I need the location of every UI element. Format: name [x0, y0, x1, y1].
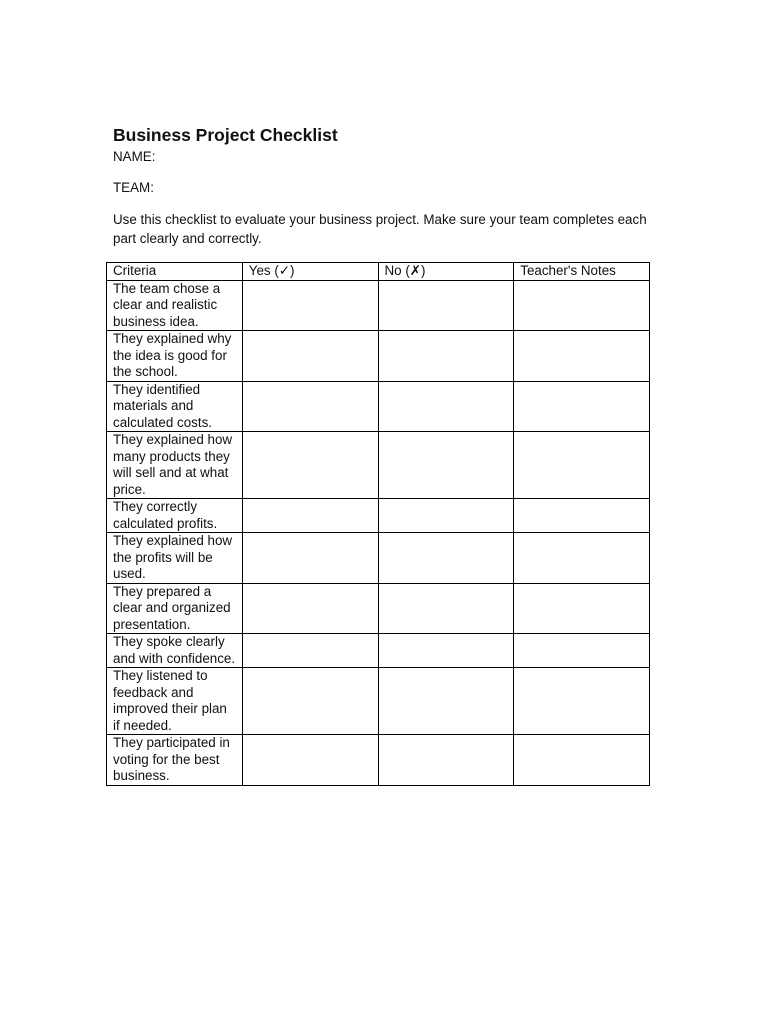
notes-cell[interactable] [514, 381, 650, 432]
criteria-cell: They listened to feedback and improved their plan if needed. [107, 668, 243, 735]
table-row [107, 668, 650, 735]
table-row [107, 381, 650, 432]
no-cell[interactable] [378, 331, 514, 382]
criteria-cell: The team chose a clear and realistic business idea. [107, 280, 243, 331]
document-title: Business Project Checklist [113, 125, 338, 145]
no-cell[interactable] [378, 280, 514, 331]
yes-cell[interactable] [242, 499, 378, 533]
yes-cell[interactable] [242, 533, 378, 584]
notes-cell[interactable] [514, 533, 650, 584]
criteria-cell: They spoke clearly and with confidence. [107, 634, 243, 668]
table-row [107, 331, 650, 382]
yes-cell[interactable] [242, 583, 378, 634]
no-cell[interactable] [378, 735, 514, 786]
yes-cell[interactable] [242, 432, 378, 499]
yes-cell[interactable] [242, 381, 378, 432]
criteria-cell: They correctly calculated profits. [107, 499, 243, 533]
header-no: No (✗) [378, 263, 514, 281]
criteria-cell: They identified materials and calculated costs. [107, 381, 243, 432]
table-row [107, 634, 650, 668]
no-cell[interactable] [378, 381, 514, 432]
header-row [107, 263, 650, 281]
table-row [107, 499, 650, 533]
notes-cell[interactable] [514, 499, 650, 533]
no-cell[interactable] [378, 432, 514, 499]
yes-cell[interactable] [242, 735, 378, 786]
no-cell[interactable] [378, 634, 514, 668]
notes-cell[interactable] [514, 735, 650, 786]
criteria-cell: They explained why the idea is good for the school. [107, 331, 243, 382]
header-teachers-notes: Teacher's Notes [514, 263, 650, 281]
notes-cell[interactable] [514, 583, 650, 634]
notes-cell[interactable] [514, 280, 650, 331]
no-cell[interactable] [378, 583, 514, 634]
notes-cell[interactable] [514, 432, 650, 499]
table-row [107, 583, 650, 634]
checklist-header [107, 263, 650, 281]
criteria-cell: They explained how many products they will sell and at what price. [107, 432, 243, 499]
no-cell[interactable] [378, 668, 514, 735]
checklist-table [106, 262, 650, 786]
yes-cell[interactable] [242, 280, 378, 331]
notes-cell[interactable] [514, 634, 650, 668]
team-label: TEAM: [113, 180, 154, 195]
header-yes: Yes (✓) [242, 263, 378, 281]
yes-cell[interactable] [242, 668, 378, 735]
notes-cell[interactable] [514, 668, 650, 735]
table-row [107, 735, 650, 786]
criteria-cell: They prepared a clear and organized presentation. [107, 583, 243, 634]
header-criteria: Criteria [107, 263, 243, 281]
notes-cell[interactable] [514, 331, 650, 382]
table-row [107, 432, 650, 499]
criteria-cell: They participated in voting for the best business. [107, 735, 243, 786]
instructions-text: Use this checklist to evaluate your business project. Make sure your team completes each part clearly and correctly. [113, 212, 647, 246]
table-row [107, 533, 650, 584]
criteria-cell: They explained how the profits will be used. [107, 533, 243, 584]
table-row [107, 280, 650, 331]
yes-cell[interactable] [242, 634, 378, 668]
yes-cell[interactable] [242, 331, 378, 382]
no-cell[interactable] [378, 533, 514, 584]
no-cell[interactable] [378, 499, 514, 533]
name-label: NAME: [113, 149, 156, 164]
checklist-body [107, 280, 650, 785]
